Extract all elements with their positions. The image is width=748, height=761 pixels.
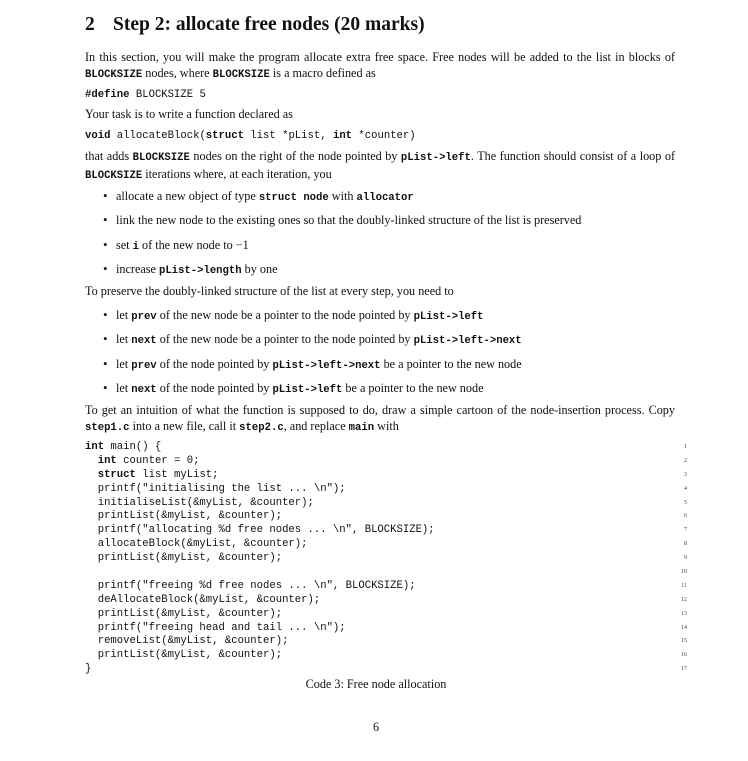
line-number: 4 <box>684 485 687 492</box>
intuition-text: with <box>377 418 399 433</box>
code-line <box>85 455 690 469</box>
line-number: 5 <box>684 499 687 506</box>
bullet-text: be a pointer to the new node <box>345 381 484 395</box>
main-code: main <box>348 421 375 434</box>
define-directive: #define <box>85 89 130 101</box>
define-rest: BLOCKSIZE 5 <box>129 89 206 101</box>
bullet-increase: • increase pList->length by one <box>103 261 278 277</box>
bullet-text: allocate a new object of type <box>116 189 256 203</box>
code-line <box>85 524 690 538</box>
bullet-code: pList->left <box>413 311 484 323</box>
code-text: deAllocateBlock(&myList, &counter); <box>85 593 321 606</box>
bullet-text: increase <box>116 262 156 276</box>
function-declaration <box>85 129 416 144</box>
blocksize-code-3: BLOCKSIZE <box>132 152 190 164</box>
code-line <box>85 552 690 566</box>
bullet-code: next <box>131 335 157 347</box>
code-keyword: int <box>97 454 117 467</box>
code-line <box>85 483 690 497</box>
bullet-text: of the new node be a pointer to the node pointed by <box>159 308 411 322</box>
bullet-code: pList->length <box>158 265 242 277</box>
line-number: 14 <box>681 624 687 631</box>
blocksize-code-4: BLOCKSIZE <box>85 169 143 182</box>
adds-text-2: nodes on the right of the node pointed by <box>193 149 398 163</box>
intuition-text: To get an intuition of what the function is supposed to do, draw a simple cartoon of the node-insertion process. Copy <box>85 403 675 417</box>
code-caption: Code 3: Free node allocation <box>305 677 447 691</box>
line-number: 12 <box>681 596 687 603</box>
intro-text-3: is a macro defined as <box>272 65 376 80</box>
code-text: printf("initialising the list ... \n"); <box>85 482 346 495</box>
kw-struct: struct <box>205 130 244 142</box>
adds-text-4: iterations where, at each iteration, you <box>145 166 332 181</box>
code-line <box>85 649 690 663</box>
section-number: 2 <box>85 14 95 35</box>
code-line <box>85 580 690 594</box>
blocksize-code-2: BLOCKSIZE <box>212 68 270 81</box>
code-line <box>85 538 690 552</box>
bullet-code: i <box>132 241 139 253</box>
preserve-text: To preserve the doubly-linked structure of the list at every step, you need to <box>85 284 454 298</box>
line-number: 11 <box>681 582 687 589</box>
bullet-text: of the node pointed by <box>159 357 270 371</box>
code-keyword: int <box>85 441 105 453</box>
code-text: printf("allocating %d free nodes ... \n", BLOCKSIZE); <box>85 524 435 537</box>
code-text: printList(&myList, &counter); <box>85 552 283 565</box>
code-text: } <box>85 663 92 676</box>
bullet-code: allocator <box>356 192 414 204</box>
decl-text-3: *counter) <box>352 130 416 142</box>
bullet-next-new: • let next of the new node be a pointer to the node pointed by pList->left->next <box>103 331 522 347</box>
bullet-text: set <box>116 238 130 252</box>
bullet-text: let <box>116 381 129 395</box>
intuition-text: into a new file, call it <box>132 418 237 433</box>
code-text: list myList; <box>135 468 219 481</box>
line-number: 16 <box>681 652 687 659</box>
code-text: printList(&myList, &counter); <box>85 510 283 523</box>
page-number: 6 <box>372 720 380 734</box>
line-number: 1 <box>684 444 687 450</box>
bullet-text: of the node pointed by <box>159 381 270 395</box>
bullet-prev-next: • let prev of the node pointed by pList->left->next be a pointer to the new node <box>103 356 522 372</box>
code-line <box>85 635 690 649</box>
line-number: 17 <box>681 666 687 673</box>
decl-text-1: allocateBlock( <box>110 130 206 142</box>
bullet-code: pList->left->next <box>272 360 381 372</box>
code-line <box>85 510 690 524</box>
code-line <box>85 622 690 636</box>
intro-text-2: nodes, where <box>145 65 210 80</box>
bullet-allocate: • allocate a new object of type struct node with allocator <box>103 188 414 204</box>
bullet-text: let <box>116 357 129 371</box>
code-line <box>85 441 690 455</box>
line-number: 15 <box>681 638 687 645</box>
code-text: initialiseList(&myList, &counter); <box>85 496 314 509</box>
code-text: main() { <box>104 441 162 453</box>
bullet-text: of the new node to −1 <box>142 238 249 252</box>
line-number: 3 <box>684 471 687 478</box>
plist-left-code: pList->left <box>400 152 471 164</box>
intro-text-1: In this section, you will make the program allocate extra free space. Free nodes will be added to the list in blocks of <box>85 50 675 64</box>
bullet-next-left: • let next of the node pointed by pList->left be a pointer to the new node <box>103 380 484 396</box>
line-number: 13 <box>681 610 687 617</box>
code-text: printList(&myList, &counter); <box>85 649 283 662</box>
bullet-code: struct node <box>258 192 329 204</box>
bullet-code: prev <box>131 311 157 323</box>
kw-void: void <box>85 130 111 142</box>
blocksize-code: BLOCKSIZE <box>85 68 143 81</box>
bullet-text: be a pointer to the new node <box>383 357 522 371</box>
code-line <box>85 608 690 622</box>
bullet-text: by one <box>244 262 278 276</box>
code-line <box>85 469 690 483</box>
decl-text-2: list *pList, <box>243 130 333 142</box>
code-keyword: struct <box>97 468 136 481</box>
bullet-code: pList->left->next <box>413 335 522 347</box>
adds-paragraph <box>85 149 675 184</box>
section-heading <box>85 14 425 36</box>
bullet-code: prev <box>131 360 157 372</box>
code-text: allocateBlock(&myList, &counter); <box>85 538 308 551</box>
adds-text-1: that adds <box>85 149 130 163</box>
section-title: Step 2: allocate free nodes (20 marks) <box>113 14 425 35</box>
file-step1: step1.c <box>85 421 130 434</box>
file-step2: step2.c <box>239 421 284 434</box>
intro-paragraph <box>85 50 675 83</box>
code-text: counter = 0; <box>116 454 200 467</box>
adds-text-3: . The function should consist of a loop of <box>470 149 676 163</box>
line-number: 8 <box>684 541 687 548</box>
bullet-text: of the new node be a pointer to the node pointed by <box>159 332 411 346</box>
define-line <box>85 88 206 103</box>
line-number: 9 <box>684 555 687 562</box>
code-line <box>85 497 690 511</box>
kw-int: int <box>332 130 353 142</box>
code-line <box>85 594 690 608</box>
line-number: 10 <box>681 569 687 576</box>
line-number: 2 <box>684 457 687 464</box>
code-text: printf("freeing %d free nodes ... \n", BLOCKSIZE); <box>85 579 416 592</box>
bullet-text: let <box>116 332 129 346</box>
code-text: removeList(&myList, &counter); <box>85 635 289 648</box>
code-line <box>85 566 690 580</box>
code-text: printList(&myList, &counter); <box>85 607 283 620</box>
intuition-paragraph <box>85 403 675 436</box>
task-text: Your task is to write a function declared as <box>85 107 293 121</box>
code-line <box>85 663 690 677</box>
line-number: 6 <box>684 513 687 520</box>
bullet-code: pList->left <box>272 384 343 396</box>
bullet-text: let <box>116 308 129 322</box>
code-listing <box>85 441 690 677</box>
line-number: 7 <box>684 527 687 534</box>
bullet-link: • link the new node to the existing ones so that the doubly-linked structure of the list is preserved <box>103 212 582 227</box>
bullet-set-i: • set i of the new node to −1 <box>103 237 249 253</box>
bullet-text: with <box>331 189 354 203</box>
bullet-text: link the new node to the existing ones so that the doubly-linked structure of the list is preserved <box>116 213 582 227</box>
bullet-prev-new: • let prev of the new node be a pointer to the node pointed by pList->left <box>103 307 484 323</box>
bullet-code: next <box>131 384 157 396</box>
code-text: printf("freeing head and tail ... \n"); <box>85 621 346 634</box>
intuition-text: , and replace <box>283 418 346 433</box>
